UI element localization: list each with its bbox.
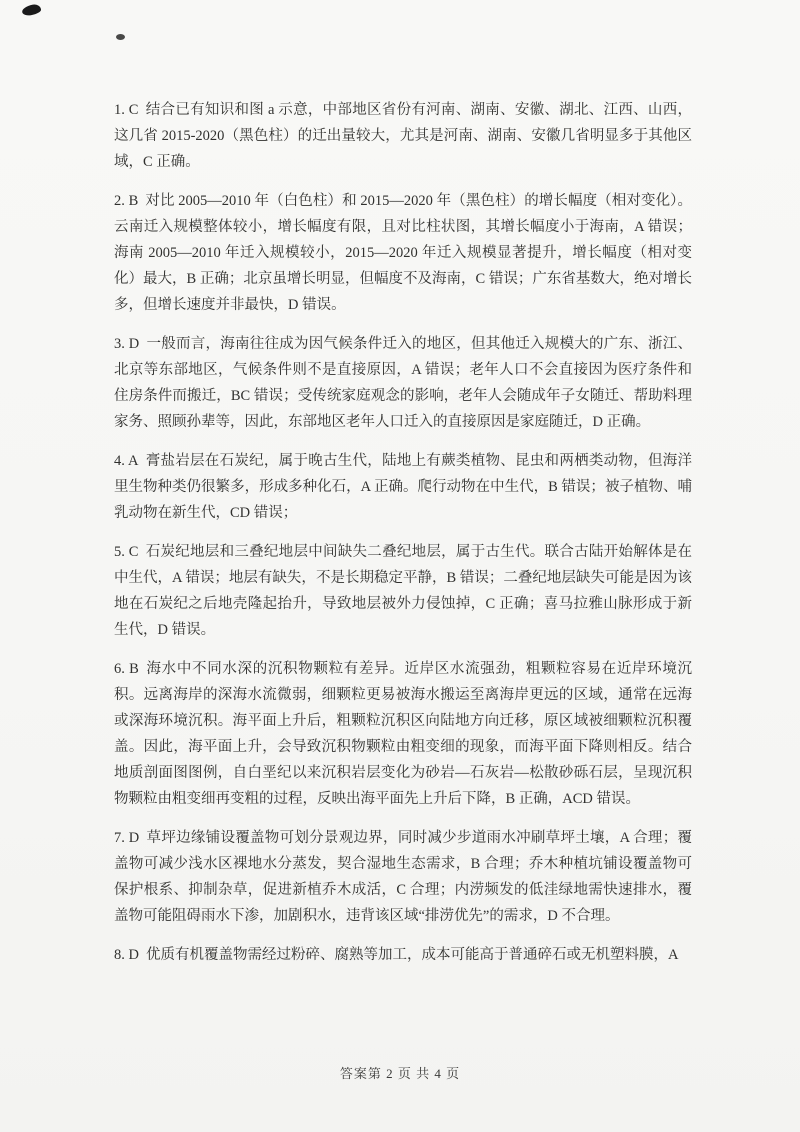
answer-label: 4. A [114, 453, 139, 469]
ink-smudge-artifact [21, 3, 41, 16]
answer-item-7 [114, 825, 692, 929]
page-footer [0, 1063, 800, 1082]
answer-text: 结合已有知识和图 a 示意，中部地区省份有河南、湖南、安徽、湖北、江西、山西，这几省 2015-2020（黑色柱）的迁出量较大，尤其是河南、湖南、安徽几省明显多于其他区域，C 正确。 [114, 102, 693, 170]
answer-item-4 [114, 448, 692, 526]
answer-text: 一般而言，海南往往成为因气候条件迁入的地区，但其他迁入规模大的广东、浙江、北京等东部地区，气候条件则不是直接原因，A 错误；老年人口不会直接因为医疗条件和住房条件而搬迁，BC 错误；受传统家庭观念的影响，老年人会随成年子女随迁、帮助料理家务、照顾孙辈等，因此，东部地区老年人口迁入的直接原因是家庭随迁，D 正确。 [114, 336, 692, 430]
answer-label: 8. D [114, 947, 139, 963]
page-number-text: 答案第 2 页 共 4 页 [339, 1066, 461, 1081]
answer-text: 膏盐岩层在石炭纪，属于晚古生代，陆地上有蕨类植物、昆虫和两栖类动物，但海洋里生物种类仍很繁多，形成多种化石，A 正确。爬行动物在中生代，B 错误；被子植物、哺乳动物在新生代，CD 错误； [114, 453, 693, 521]
ink-dot-artifact [116, 34, 125, 40]
answer-label: 7. D [114, 830, 140, 846]
answer-item-3 [114, 331, 692, 435]
answer-label: 6. B [114, 661, 139, 677]
answer-text: 草坪边缘铺设覆盖物可划分景观边界，同时减少步道雨水冲刷草坪土壤，A 合理；覆盖物可减少浅水区裸地水分蒸发，契合湿地生态需求，B 合理；乔木种植坑铺设覆盖物可保护根系、抑制杂草，促进新植乔木成活，C 合理；内涝频发的低洼绿地需快速排水，覆盖物可能阻碍雨水下渗，加剧积水，违背该区域“排涝优先”的需求，D 不合理。 [114, 830, 692, 924]
answer-explanations [114, 97, 692, 981]
answer-text: 优质有机覆盖物需经过粉碎、腐熟等加工，成本可能高于普通碎石或无机塑料膜，A [145, 947, 679, 963]
answer-item-5 [114, 539, 692, 643]
answer-item-2 [114, 188, 692, 318]
answer-label: 1. C [114, 102, 139, 118]
answer-text: 石炭纪地层和三叠纪地层中间缺失二叠纪地层，属于古生代。联合古陆开始解体是在中生代，A 错误；地层有缺失，不是长期稳定平静，B 错误；二叠纪地层缺失可能是因为该地在石炭纪之后地壳隆起抬升，导致地层被外力侵蚀掉，C 正确；喜马拉雅山脉形成于新生代，D 错误。 [114, 544, 693, 638]
answer-label: 5. C [114, 544, 139, 560]
answer-label: 3. D [114, 336, 140, 352]
answer-text: 海水中不同水深的沉积物颗粒有差异。近岸区水流强劲，粗颗粒容易在近岸环境沉积。远离海岸的深海水流微弱，细颗粒更易被海水搬运至离海岸更远的区域，通常在远海或深海环境沉积。海平面上升后，粗颗粒沉积区向陆地方向迁移，原区域被细颗粒沉积覆盖。因此，海平面上升，会导致沉积物颗粒由粗变细的现象，而海平面下降则相反。结合地质剖面图图例，自白垩纪以来沉积岩层变化为砂岩—石灰岩—松散砂砾石层，呈现沉积物颗粒由粗变细再变粗的过程，反映出海平面先上升后下降，B 正确，ACD 错误。 [114, 661, 692, 807]
answer-item-8 [114, 942, 692, 968]
answer-text: 对比 2005—2010 年（白色柱）和 2015—2020 年（黑色柱）的增长幅度（相对变化）。云南迁入规模整体较小，增长幅度有限，且对比柱状图，其增长幅度小于海南，A 错误；海南 2005—2010 年迁入规模较小，2015—2020 年迁入规模显著提升，增长幅度（相对变化）最大，B 正确；北京虽增长明显，但幅度不及海南，C 错误；广东省基数大，绝对增长多，但增长速度并非最快，D 错误。 [114, 193, 693, 313]
answer-label: 2. B [114, 193, 139, 209]
answer-item-1 [114, 97, 692, 175]
answer-item-6 [114, 656, 692, 812]
